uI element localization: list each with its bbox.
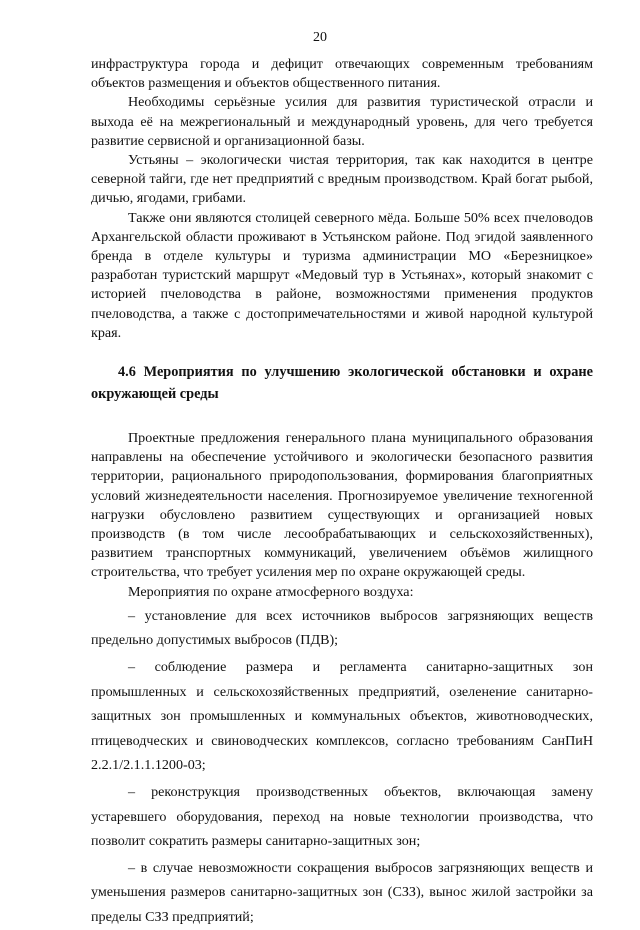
section-heading: 4.6 Мероприятия по улучшению экологической обстановки и охране окружающей среды [91, 364, 593, 403]
paragraph-ecology: Устьяны – экологически чистая территория, так как находится в центре северной тайги, где нет предприятий с вредным производством. Край богат рыбой, дичью, ягодами, грибами. [91, 152, 593, 207]
paragraph-honey: Также они являются столицей северного мёда. Больше 50% всех пчеловодов Архангельской области проживают в Устьянском районе. Под эгидой заявленного бренда в отделе культуры и туризма администрации МО «Березницкое» разработан туристский маршрут «Медовый тур в Устьянах», который знакомит с историей пчеловодства в районе, возможностями применения продуктов пчеловодства, а также с достопримечательностями и живой народной культурой края. [91, 209, 593, 341]
list-item: – реконструкция производственных объектов, включающая замену устаревшего оборудования, переход на новые технологии производства, что позволит сократить размеры санитарно-защитных зон; [91, 784, 593, 850]
list-item: – соблюдение размера и регламента санитарно-защитных зон промышленных и сельскохозяйственных предприятий, озеленение санитарно-защитных зон промышленных и коммунальных объектов, животноводческих, птицеводческих и свиноводческих комплексов, согласно требованиям СанПиН 2.2.1/2.1.1.1200-03; [91, 659, 593, 774]
paragraph-tourism-efforts: Необходимы серьёзные усилия для развития туристической отрасли и выхода её на межрегиональный и международный уровень, для чего требуется развитие сервисной и организационной базы. [91, 94, 593, 149]
paragraph-continuation: инфраструктура города и дефицит отвечающих современным требованиям объектов размещения и объектов общественного питания. [91, 56, 593, 92]
list-item: – в случае невозможности сокращения выбросов загрязняющих веществ и уменьшения размеров санитарно-защитных зон (СЗЗ), вынос жилой застройки за пределы СЗЗ предприятий; [91, 859, 593, 925]
page-number: 20 [313, 30, 327, 45]
measures-intro: Мероприятия по охране атмосферного воздуха: [128, 583, 414, 600]
list-item: – установление для всех источников выбросов загрязняющих веществ предельно допустимых выбросов (ПДВ); [91, 607, 593, 649]
paragraph-intro: Проектные предложения генерального плана муниципального образования направлены на обеспечение устойчивого и экологически безопасного развития территории, рационального природопользования, формирования благоприятных условий жизнедеятельности населения. Прогнозируемое увеличение техногенной нагрузки обусловлено развитием существующих и организацией новых производств (в том числе лесообрабатывающих и сельскохозяйственных), развитием транспортных коммуникаций, увеличением объёмов жилищного строительства, что требует усиления мер по охране окружающей среды. [91, 430, 593, 581]
document-body [91, 55, 593, 930]
